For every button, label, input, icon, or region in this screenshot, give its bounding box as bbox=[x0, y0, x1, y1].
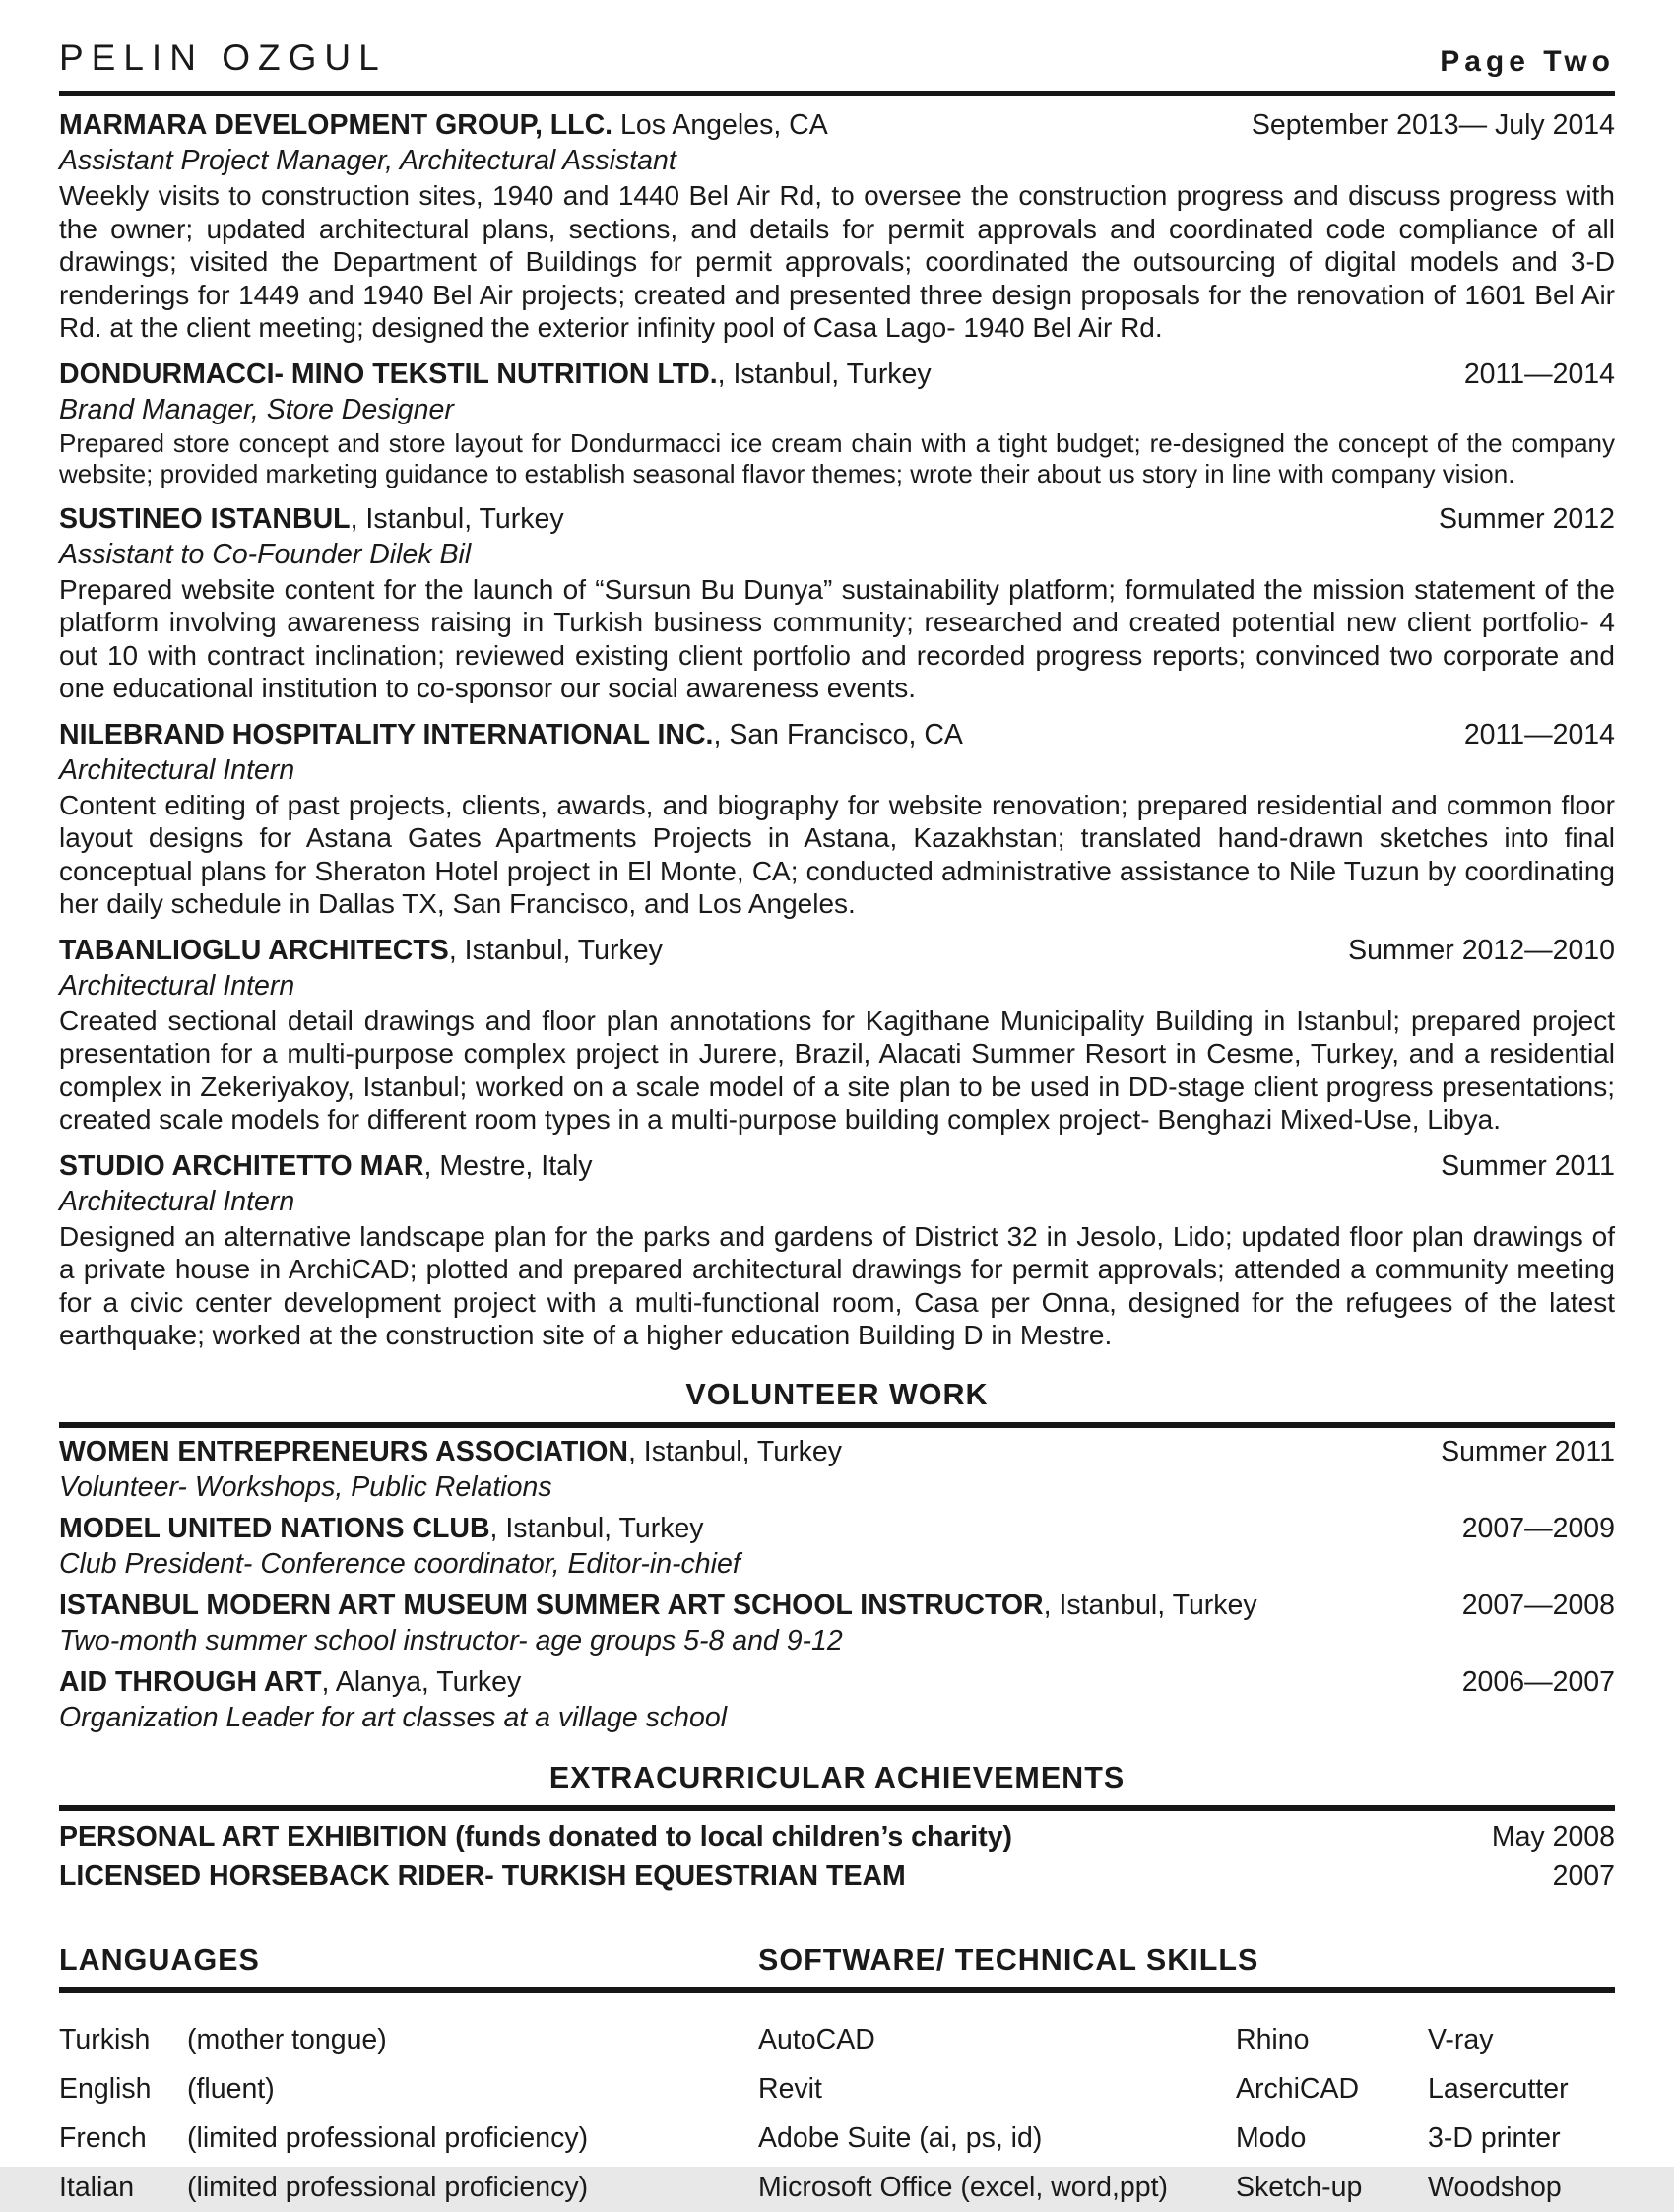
achievement-date: 2007 bbox=[1552, 1859, 1615, 1892]
experience-entry bbox=[59, 502, 1615, 705]
language-item bbox=[59, 2163, 758, 2212]
software-item: Rhino bbox=[1236, 2023, 1310, 2055]
entry-heading bbox=[59, 1434, 1615, 1469]
org-line bbox=[59, 1588, 1257, 1623]
experience-section bbox=[59, 108, 1615, 1352]
language-proficiency: (mother tongue) bbox=[187, 2023, 387, 2055]
company-line bbox=[59, 718, 963, 751]
date-range: 2011—2014 bbox=[1463, 358, 1615, 390]
volunteer-role: Organization Leader for art classes at a village school bbox=[59, 1701, 728, 1733]
company-location: , Istanbul, Turkey bbox=[448, 934, 663, 966]
language-item bbox=[59, 2114, 758, 2163]
volunteer-section bbox=[59, 1434, 1615, 1735]
achievement-date: May 2008 bbox=[1491, 1820, 1615, 1853]
entry-heading bbox=[59, 1511, 1615, 1546]
language-item bbox=[59, 2064, 758, 2114]
job-description: Created sectional detail drawings and floor plan annotations for Kagithane Municipality Building in Istanbul; prepared project presentation for a multi-purpose complex project in Jurere, Brazil, Alacati Summer Resort in Cesme, Turkey, and a residential complex in Zekeriyakoy, Istanbul; worked on a scale model of a site plan to be used in DD-stage client progress presentations; created scale models for different room types in a multi-purpose building complex project- Benghazi Mixed-Use, Libya. bbox=[59, 1005, 1615, 1135]
entry-heading bbox=[59, 1588, 1615, 1623]
skills-section bbox=[59, 1943, 1615, 2212]
software-item: Modo bbox=[1236, 2121, 1307, 2154]
software-item: Woodshop bbox=[1428, 2171, 1562, 2203]
entry-heading bbox=[59, 358, 1615, 391]
language-name: French bbox=[59, 2121, 147, 2154]
software-item: Lasercutter bbox=[1428, 2072, 1569, 2105]
achievement-title: LICENSED HORSEBACK RIDER- TURKISH EQUESTRIAN TEAM bbox=[59, 1859, 906, 1892]
job-title: Assistant Project Manager, Architectural Assistant bbox=[59, 145, 676, 176]
company-location: , Istanbul, Turkey bbox=[717, 358, 932, 390]
org-location: , Alanya, Turkey bbox=[321, 1665, 522, 1698]
software-item: Revit bbox=[758, 2072, 822, 2105]
date-range: September 2013— July 2014 bbox=[1251, 109, 1615, 141]
skills-body bbox=[59, 2015, 1615, 2212]
company-location: , Mestre, Italy bbox=[423, 1149, 593, 1182]
date-range: Summer 2011 bbox=[1441, 1149, 1615, 1182]
entry-heading bbox=[59, 108, 1615, 142]
language-name: English bbox=[59, 2072, 152, 2105]
company-location: , San Francisco, CA bbox=[713, 718, 963, 750]
entry-heading bbox=[59, 502, 1615, 536]
company-line bbox=[59, 502, 564, 536]
date-range: Summer 2012 bbox=[1438, 502, 1615, 535]
software-item: AutoCAD bbox=[758, 2023, 875, 2055]
job-title: Architectural Intern bbox=[59, 753, 295, 786]
software-item: Microsoft Office (excel, word,ppt) bbox=[758, 2171, 1169, 2203]
volunteer-role: Two-month summer school instructor- age groups 5-8 and 9-12 bbox=[59, 1624, 843, 1657]
volunteer-entry bbox=[59, 1588, 1615, 1659]
org-location: , Istanbul, Turkey bbox=[627, 1435, 842, 1467]
software-column bbox=[758, 2015, 1236, 2212]
page-header bbox=[59, 37, 1615, 96]
entry-heading bbox=[59, 1664, 1615, 1700]
job-description: Prepared store concept and store layout for Dondurmacci ice cream chain with a tight budget; re-designed the concept of the company website; provided marketing guidance to establish seasonal flavor themes; wrote their about us story in line with company vision. bbox=[59, 427, 1615, 488]
languages-list bbox=[59, 2015, 758, 2212]
software-heading: SOFTWARE/ TECHNICAL SKILLS bbox=[758, 1942, 1259, 1977]
job-title: Assistant to Co-Founder Dilek Bil bbox=[59, 538, 472, 570]
language-name: Turkish bbox=[59, 2023, 151, 2055]
volunteer-entry bbox=[59, 1434, 1615, 1505]
job-description: Weekly visits to construction sites, 1940 and 1440 Bel Air Rd, to oversee the construction progress and discuss progress with the owner; updated architectural plans, sections, and details for permit approvals and coordinated code compliance of all drawings; visited the Department of Buildings for permit approvals; coordinated the outsourcing of digital models and 3-D renderings for 1449 and 1940 Bel Air projects; created and presented three design proposals for the renovation of 1601 Bel Air Rd. at the client meeting; designed the exterior infinity pool of Casa Lago- 1940 Bel Air Rd. bbox=[59, 180, 1615, 343]
date-range: 2007—2009 bbox=[1461, 1512, 1615, 1544]
date-range: 2007—2008 bbox=[1461, 1589, 1615, 1621]
skills-divider bbox=[59, 1987, 1615, 1993]
date-range: 2011—2014 bbox=[1463, 718, 1615, 750]
company-line bbox=[59, 934, 663, 967]
company-name: TABANLIOGLU ARCHITECTS bbox=[59, 934, 449, 966]
job-title: Architectural Intern bbox=[59, 1185, 295, 1217]
languages-heading: LANGUAGES bbox=[59, 1942, 260, 1977]
experience-entry bbox=[59, 934, 1615, 1137]
company-location: Los Angeles, CA bbox=[612, 109, 828, 141]
software-column bbox=[1236, 2015, 1428, 2212]
experience-entry bbox=[59, 358, 1615, 489]
company-line bbox=[59, 108, 828, 142]
achievement-title: PERSONAL ART EXHIBITION (funds donated to local children’s charity) bbox=[59, 1820, 1013, 1853]
person-name: PELIN OZGUL bbox=[59, 37, 387, 78]
org-line bbox=[59, 1434, 842, 1469]
org-location: , Istanbul, Turkey bbox=[489, 1512, 704, 1544]
job-title: Architectural Intern bbox=[59, 969, 295, 1002]
org-name: AID THROUGH ART bbox=[59, 1665, 322, 1698]
job-description: Prepared website content for the launch of “Sursun Bu Dunya” sustainability platform; formulated the mission statement of the platform involving awareness raising in Turkish business community; researched and created potential new client portfolio- 4 out 10 with contract inclination; reviewed existing client portfolio and recorded progress reports; convinced two corporate and one educational institution to co-sponsor our social awareness events. bbox=[59, 573, 1615, 703]
software-grid bbox=[758, 2015, 1615, 2212]
company-name: NILEBRAND HOSPITALITY INTERNATIONAL INC. bbox=[59, 718, 714, 750]
language-proficiency: (limited professional proficiency) bbox=[187, 2171, 589, 2203]
entry-heading bbox=[59, 718, 1615, 751]
company-name: MARMARA DEVELOPMENT GROUP, LLC. bbox=[59, 109, 613, 141]
skills-headings bbox=[59, 1943, 1615, 1978]
volunteer-role: Volunteer- Workshops, Public Relations bbox=[59, 1470, 552, 1503]
software-item: ArchiCAD bbox=[1236, 2072, 1360, 2105]
language-name: Italian bbox=[59, 2171, 135, 2203]
company-name: SUSTINEO ISTANBUL bbox=[59, 502, 351, 535]
achievement-row bbox=[59, 1856, 1615, 1896]
volunteer-role: Club President- Conference coordinator, Editor-in-chief bbox=[59, 1547, 740, 1580]
software-item: Adobe Suite (ai, ps, id) bbox=[758, 2121, 1043, 2154]
date-range: Summer 2011 bbox=[1441, 1435, 1615, 1467]
job-title: Brand Manager, Store Designer bbox=[59, 393, 454, 425]
date-range: 2006—2007 bbox=[1461, 1665, 1615, 1698]
company-location: , Istanbul, Turkey bbox=[350, 502, 564, 535]
software-item: V-ray bbox=[1428, 2023, 1494, 2055]
org-name: MODEL UNITED NATIONS CLUB bbox=[59, 1512, 490, 1544]
software-item: 3-D printer bbox=[1428, 2121, 1561, 2154]
volunteer-entry bbox=[59, 1511, 1615, 1582]
job-description: Designed an alternative landscape plan for the parks and gardens of District 32 in Jesolo, Lido; updated floor plan drawings of a private house in ArchiCAD; plotted and prepared architectural drawings for permit approvals; attended a community meeting for a civic center development project with a multi-functional room, Casa per Onna, designed for the refugees of the latest earthquake; worked at the construction site of a higher education Building D in Mestre. bbox=[59, 1220, 1615, 1350]
org-line bbox=[59, 1511, 704, 1546]
experience-entry bbox=[59, 108, 1615, 345]
achievement-row bbox=[59, 1817, 1615, 1856]
entry-heading bbox=[59, 934, 1615, 967]
extracurricular-section-heading: EXTRACURRICULAR ACHIEVEMENTS bbox=[59, 1761, 1615, 1811]
date-range: Summer 2012—2010 bbox=[1348, 934, 1615, 966]
extracurricular-section bbox=[59, 1817, 1615, 1896]
org-location: , Istanbul, Turkey bbox=[1043, 1589, 1257, 1621]
language-item bbox=[59, 2015, 758, 2064]
org-name: ISTANBUL MODERN ART MUSEUM SUMMER ART SCHOOL INSTRUCTOR bbox=[59, 1589, 1044, 1621]
page-number-label: Page Two bbox=[1440, 45, 1615, 78]
language-proficiency: (limited professional proficiency) bbox=[187, 2121, 589, 2154]
job-description: Content editing of past projects, clients, awards, and biography for website renovation; prepared residential and common floor layout designs for Astana Gates Apartments Projects in Astana, Kazakhstan; translated hand-drawn sketches into final conceptual plans for Sheraton Hotel project in El Monte, CA; conducted administrative assistance to Nile Tuzun by coordinating her daily schedule in Dallas TX, San Francisco, and Los Angeles. bbox=[59, 789, 1615, 919]
org-name: WOMEN ENTREPRENEURS ASSOCIATION bbox=[59, 1435, 628, 1467]
software-column bbox=[1428, 2015, 1615, 2212]
company-name: DONDURMACCI- MINO TEKSTIL NUTRITION LTD. bbox=[59, 358, 718, 390]
volunteer-entry bbox=[59, 1664, 1615, 1735]
language-proficiency: (fluent) bbox=[187, 2072, 275, 2105]
company-name: STUDIO ARCHITETTO MAR bbox=[59, 1149, 424, 1182]
software-item: Sketch-up bbox=[1236, 2171, 1363, 2203]
experience-entry bbox=[59, 718, 1615, 921]
org-line bbox=[59, 1664, 521, 1700]
volunteer-section-heading: VOLUNTEER WORK bbox=[59, 1378, 1615, 1428]
entry-heading bbox=[59, 1149, 1615, 1183]
experience-entry bbox=[59, 1149, 1615, 1352]
company-line bbox=[59, 358, 932, 391]
company-line bbox=[59, 1149, 593, 1183]
